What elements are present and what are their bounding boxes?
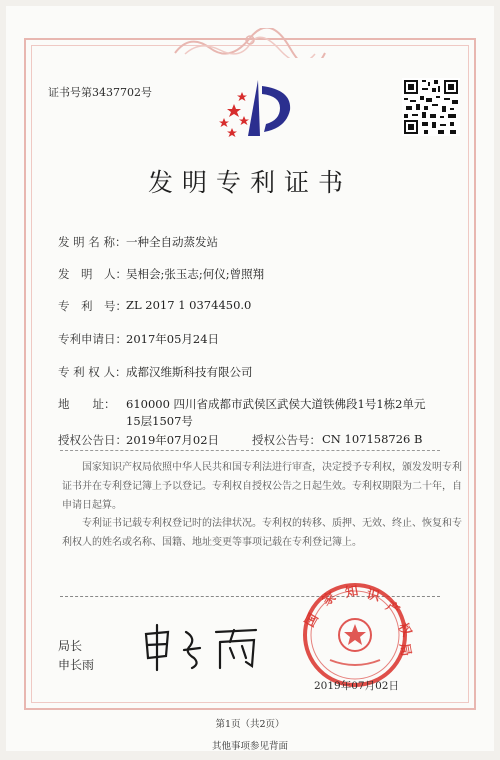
certificate-title: 发明专利证书 bbox=[147, 168, 352, 197]
seal-date: 2019年07月02日 bbox=[314, 680, 399, 692]
inventors-value: 吴相会;张玉志;何仪;曾照翔 bbox=[126, 267, 265, 281]
official-seal-icon bbox=[290, 580, 420, 690]
address-line-2: 15层1507号 bbox=[126, 414, 193, 428]
qr-code-icon bbox=[402, 78, 460, 136]
address-line-1: 610000 四川省成都市武侯区武侯大道铁佛段1号1栋2单元 bbox=[126, 397, 426, 411]
inventors-label: 发 明 人： bbox=[58, 267, 127, 281]
invention-name-value: 一种全自动蒸发站 bbox=[126, 235, 218, 249]
patent-number-value: ZL 2017 1 0374450.0 bbox=[126, 298, 252, 312]
cnipa-logo-icon bbox=[212, 76, 298, 142]
patentee-label: 专 利 权 人： bbox=[58, 365, 127, 379]
filing-date-label: 专利申请日： bbox=[58, 332, 127, 346]
director-name: 申长雨 bbox=[58, 658, 95, 672]
address-label: 地 址： bbox=[58, 397, 116, 411]
svg-text:知: 知 bbox=[344, 583, 360, 601]
filing-date-value: 2017年05月24日 bbox=[126, 332, 220, 346]
grant-date-value: 2019年07月02日 bbox=[126, 433, 220, 447]
svg-text:权: 权 bbox=[394, 620, 415, 640]
svg-text:局: 局 bbox=[396, 642, 414, 658]
certificate-number: 证书号第3437702号 bbox=[48, 86, 152, 99]
patent-number-label: 专 利 号： bbox=[58, 299, 127, 313]
invention-name-label: 发 明 名 称： bbox=[58, 235, 127, 249]
director-signature-icon bbox=[138, 620, 268, 675]
page-indicator: 第1页（共2页） bbox=[215, 719, 285, 730]
patentee-value: 成都汉维斯科技有限公司 bbox=[126, 365, 253, 379]
svg-text:产: 产 bbox=[382, 598, 402, 619]
director-title: 局长 bbox=[58, 639, 83, 653]
top-ornament-decoration bbox=[170, 28, 330, 58]
notice-paragraph-1: 国家知识产权局依照中华人民共和国专利法进行审查，决定授予专利权，颁发发明专利证书并在专利登记簿上予以登记。专利权自授权公告之日起生效。专利权期限为二十年，自申请日起算。 bbox=[62, 462, 462, 511]
grant-number-label: 授权公告号： bbox=[252, 433, 321, 447]
grant-date-label: 授权公告日： bbox=[58, 433, 127, 447]
grant-number-value: CN 107158726 B bbox=[322, 432, 423, 446]
svg-text:识: 识 bbox=[365, 587, 382, 605]
svg-text:家: 家 bbox=[319, 589, 339, 610]
svg-text:国: 国 bbox=[302, 611, 322, 630]
divider-line bbox=[60, 450, 440, 451]
footer-note: 其他事项参见背面 bbox=[211, 741, 288, 752]
notice-paragraph-2: 专利证书记载专利权登记时的法律状况。专利权的转移、质押、无效、终止、恢复和专利权人的姓名或名称、国籍、地址变更等事项记载在专利登记簿上。 bbox=[62, 518, 462, 548]
